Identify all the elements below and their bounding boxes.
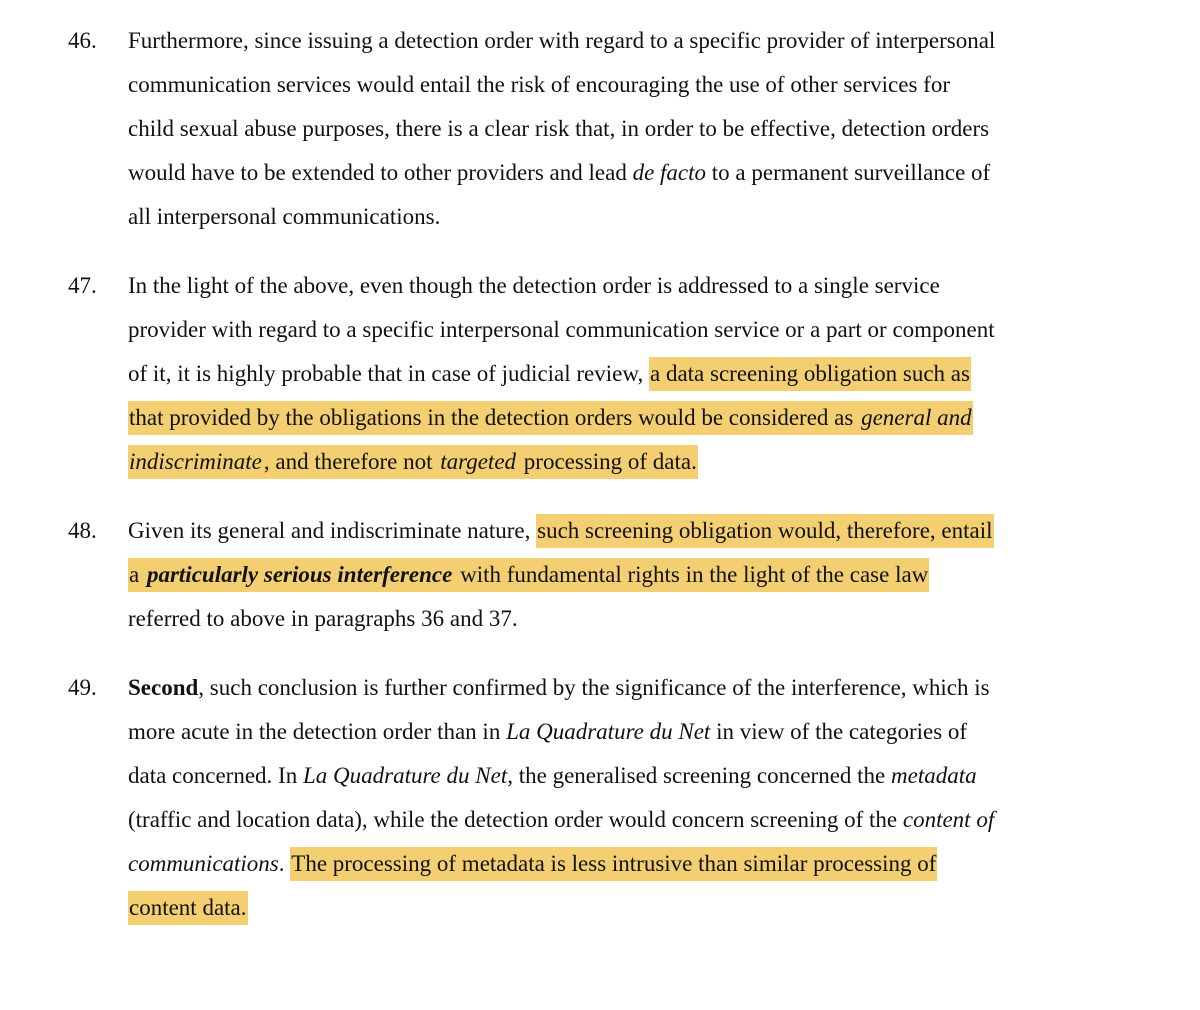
paragraph-number: 49. <box>68 675 97 700</box>
highlighted-text: a <box>128 558 146 592</box>
text-run: In the light of the above, even though the detection order is addressed to a single service <box>128 273 940 298</box>
paragraph-line <box>128 842 937 886</box>
paragraph-line <box>128 440 698 484</box>
text-run: in view of the categories of <box>710 719 968 744</box>
paragraph-number: 46. <box>68 28 97 53</box>
paragraph-line <box>128 886 248 930</box>
paragraph-line <box>128 666 990 710</box>
text-run: Given its general and indiscriminate nature, <box>128 518 537 543</box>
highlighted-text: that provided by the obligations in the detection orders would be considered as <box>128 401 860 435</box>
paragraph-line <box>128 396 973 440</box>
paragraph-number: 48. <box>68 518 97 543</box>
paragraph-line <box>128 710 967 754</box>
text-run: of it, it is highly probable that in case of judicial review, <box>128 361 649 386</box>
paragraph-line <box>128 509 994 553</box>
highlighted-text: with fundamental rights in the light of the case law <box>453 558 929 592</box>
paragraph-line <box>128 553 929 597</box>
text-run: , such conclusion is further confirmed by the significance of the interference, which is <box>198 675 990 700</box>
paragraph-line <box>128 352 971 396</box>
paragraph-line <box>128 19 995 63</box>
highlighted-text: indiscriminate <box>128 445 263 479</box>
highlighted-text: targeted <box>439 445 517 479</box>
highlighted-text: The processing of metadata is less intrusive than similar processing of <box>290 847 937 881</box>
paragraph-number: 47. <box>68 273 97 298</box>
italic-text: content of <box>902 807 995 832</box>
text-run: referred to above in paragraphs 36 and 37. <box>128 606 518 631</box>
highlighted-text: processing of data. <box>517 445 698 479</box>
text-run: all interpersonal communications. <box>128 204 441 229</box>
text-run: provider with regard to a specific interpersonal communication service or a part or component <box>128 317 995 342</box>
text-run: Furthermore, since issuing a detection order with regard to a specific provider of interpersonal <box>128 28 996 53</box>
highlighted-text: particularly serious interference <box>146 558 453 592</box>
paragraph-line <box>128 597 518 641</box>
text-run: child sexual abuse purposes, there is a clear risk that, in order to be effective, detection orders <box>128 116 990 141</box>
paragraph-line <box>128 754 977 798</box>
italic-text: de facto <box>632 160 707 185</box>
text-run: would have to be extended to other providers and lead <box>128 160 633 185</box>
paragraph-line <box>128 264 940 308</box>
italic-text: La Quadrature du Net <box>302 763 508 788</box>
highlighted-text: , and therefore not <box>263 445 439 479</box>
text-run: , the generalised screening concerned the <box>507 763 892 788</box>
text-run: (traffic and location data), while the detection order would concern screening of the <box>128 807 903 832</box>
paragraph-line <box>128 107 989 151</box>
highlighted-text: a data screening obligation such as <box>649 357 971 391</box>
italic-text: La Quadrature du Net <box>506 719 711 744</box>
paragraph-line <box>128 195 440 239</box>
text-run: communication services would entail the risk of encouraging the use of other services for <box>128 72 950 97</box>
text-run: . <box>278 851 291 876</box>
highlighted-text: content data. <box>128 891 248 925</box>
text-run: to a permanent surveillance of <box>706 160 991 185</box>
paragraph-line <box>128 151 990 195</box>
paragraph-line <box>128 63 950 107</box>
text-run: data concerned. In <box>128 763 303 788</box>
italic-text: communications <box>128 851 279 876</box>
bold-text: Second <box>128 675 199 700</box>
text-run: more acute in the detection order than in <box>128 719 507 744</box>
highlighted-text: such screening obligation would, therefore, entail <box>536 514 993 548</box>
highlighted-text: general and <box>860 401 973 435</box>
paragraph-line <box>128 798 994 842</box>
paragraph-line <box>128 308 995 352</box>
italic-text: metadata <box>891 763 977 788</box>
